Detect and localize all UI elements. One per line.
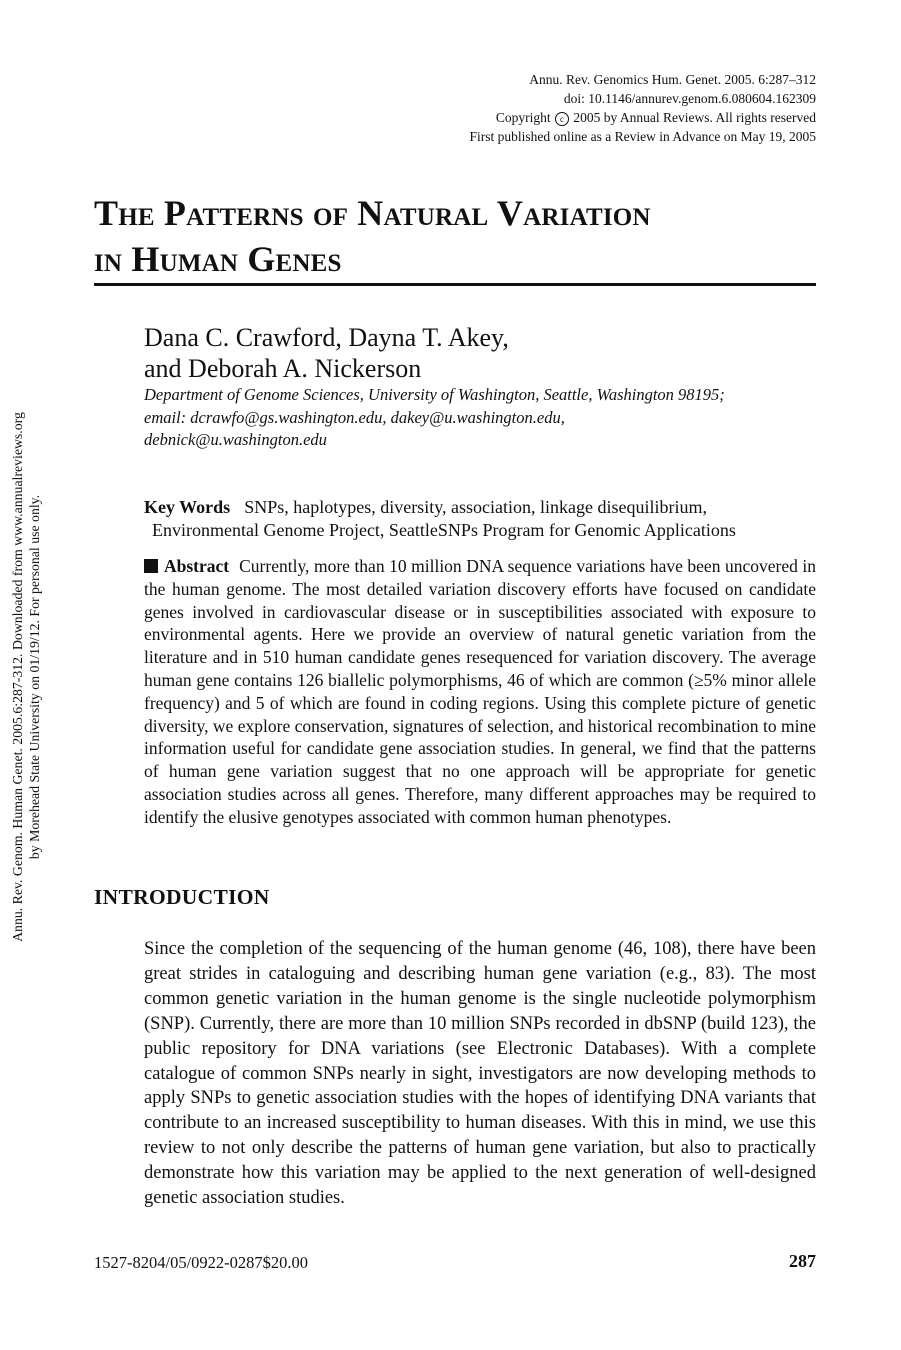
affiliation-line-3: debnick@u.washington.edu [144,430,327,449]
title-line-2: in Human Genes [94,239,342,279]
key-words-label: Key Words [144,497,231,517]
author-affiliation [144,384,824,452]
author-list [144,322,509,384]
abstract-label: Abstract [164,556,230,576]
doi-line: doi: 10.1146/annurev.genom.6.080604.162309 [563,91,816,106]
authors-line-1: Dana C. Crawford, Dayna T. Akey, [144,323,509,352]
abstract [144,555,816,829]
published-line: First published online as a Review in Advance on May 19, 2005 [469,129,816,144]
watermark-line-2: by Morehead State University on 01/19/12. For personal use only. [27,494,42,860]
watermark-line-1: Annu. Rev. Genom. Human Genet. 2005.6:287-312. Downloaded from www.annualreviews.org [10,412,25,942]
section-heading: INTRODUCTION [94,885,270,909]
abstract-text: Currently, more than 10 million DNA sequence variations have been uncovered in the human genome. The most detailed variation discovery efforts have focused on candidate genes involved in cardiovascular disease or in susceptibilities associated with exposure to environmental agents. Here we provide an overview of natural genetic variation from the literature and in 510 human candidate genes resequenced for variation discovery. The average human gene contains 126 biallelic polymorphisms, 46 of which are common (≥5% minor allele frequency) and 5 of which are found in coding regions. Using this complete picture of genetic diversity, we explore conservation, signatures of selection, and historical recombination to mine information useful for candidate gene association studies. In general, we find that the patterns of human gene variation suggest that no one approach will be appropriate for genetic association studies across all genes. Therefore, many different approaches may be required to identify the elusive genotypes associated with common human phenotypes. [144,556,816,827]
key-words-line-2: Environmental Genome Project, SeattleSNPs Program for Genomic Applications [152,520,736,540]
affiliation-line-1: Department of Genome Sciences, University of Washington, Seattle, Washington 98195; [144,385,725,404]
journal-citation: Annu. Rev. Genomics Hum. Genet. 2005. 6:287–312 [529,72,816,87]
article-title [94,190,651,282]
authors-line-2: and Deborah A. Nickerson [144,354,422,383]
bullet-square-icon [144,559,158,573]
key-words [144,496,816,542]
journal-header [470,70,816,146]
copyright-icon: c [555,112,569,126]
download-watermark [9,327,43,1027]
copyright-line [470,108,816,127]
issn-code: 1527-8204/05/0922-0287$20.00 [94,1253,309,1272]
affiliation-line-2: email: dcrawfo@gs.washington.edu, dakey@u.washington.edu, [144,407,565,427]
introduction-paragraph: Since the completion of the sequencing of the human genome (46, 108), there have been great strides in cataloguing and describing human gene variation (e.g., 83). The most common genetic variation in the human genome is the single nucleotide polymorphism (SNP). Currently, there are more than 10 million SNPs recorded in dbSNP (build 123), the public repository for DNA variations (see Electronic Databases). With a complete catalogue of common SNPs nearly in sight, investigators are now developing methods to apply SNPs to genetic association studies with the hopes of identifying DNA variants that contribute to an increased susceptibility to human diseases. With this in mind, we use this review to not only describe the patterns of human gene variation, but also to practically demonstrate how this variation may be applied to the next generation of well-designed genetic association studies. [144,939,816,1209]
copyright-suffix: 2005 by Annual Reviews. All rights reserved [573,110,816,125]
key-words-line-1: SNPs, haplotypes, diversity, association, linkage disequilibrium, [244,497,707,517]
title-rule [94,283,816,286]
title-line-1: The Patterns of Natural Variation [94,193,651,233]
copyright-prefix: Copyright [495,110,551,125]
page-number: 287 [789,1251,816,1271]
